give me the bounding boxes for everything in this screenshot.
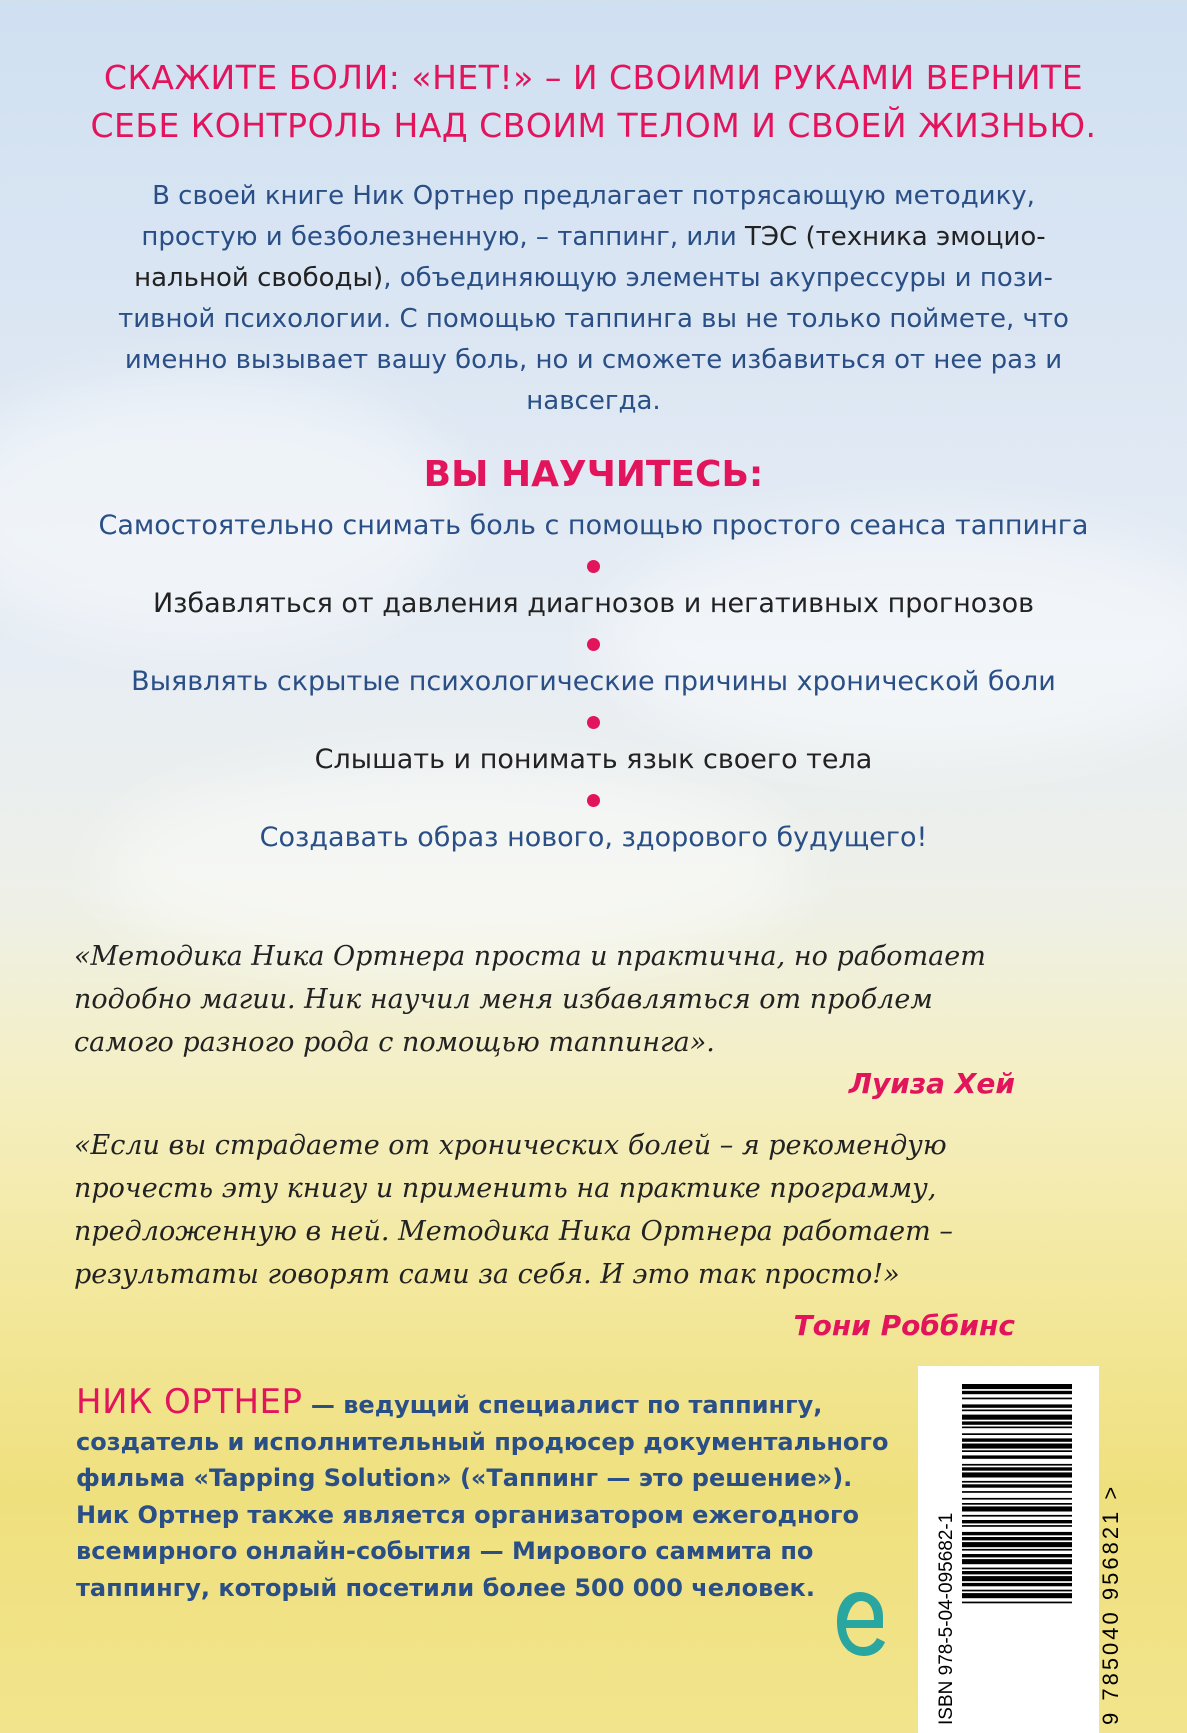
- learn-item: Избавляться от давления диагнозов и негативных прогнозов: [152, 588, 1035, 619]
- intro-line-2b: ТЭС (техника эмоцио-: [745, 222, 1046, 252]
- bio-line-1: [76, 1384, 896, 1424]
- quote-line: самого разного рода с помощью таппинга».: [74, 1027, 715, 1058]
- quote-line: подобно магии. Ник научил меня избавляться от проблем: [74, 984, 933, 1015]
- intro-line-6: навсегда.: [526, 386, 661, 416]
- learn-item: Выявлять скрытые психологические причины хронической боли: [131, 666, 1056, 697]
- learn-item: Создавать образ нового, здорового будущего!: [259, 822, 928, 853]
- headline-line-1: СКАЖИТЕ БОЛИ: «НЕТ!» – И СВОИМИ РУКАМИ ВЕРНИТЕ: [103, 58, 1084, 97]
- quote-author-2: Тони Роббинс: [793, 1309, 1015, 1342]
- author-name: НИК ОРТНЕР: [76, 1382, 303, 1422]
- isbn-text: ISBN 978-5-04-095682-1: [936, 1512, 957, 1725]
- bullet-dot: [587, 560, 600, 573]
- bullet-dot: [587, 716, 600, 729]
- intro-line-2a: простую и безболезненную, – таппинг, или: [141, 222, 746, 252]
- author-bio: [76, 1384, 896, 1606]
- quote-1: [74, 935, 1034, 1064]
- bio-line-4: Ник Ортнер также является организатором ежегодного: [76, 1500, 860, 1529]
- quote-line: «Если вы страдаете от хронических болей – я рекомендую: [74, 1130, 947, 1161]
- bio-line-5: всемирного онлайн-события — Мирового саммита по: [76, 1537, 814, 1565]
- learn-item: Самостоятельно снимать боль с помощью простого сеанса таппинга: [98, 510, 1089, 541]
- intro-line-1: В своей книге Ник Ортнер предлагает потрясающую методику,: [152, 181, 1035, 211]
- intro-line-4: тивной психологии. С помощью таппинга вы не только поймете, что: [118, 304, 1069, 334]
- intro-line-3b: , объединяющую элементы акупрессуры и пози-: [383, 263, 1053, 293]
- barcode-icon: [962, 1380, 1072, 1720]
- headline-line-2: СЕБЕ КОНТРОЛЬ НАД СВОИМ ТЕЛОМ И СВОЕЙ ЖИЗНЬЮ.: [90, 106, 1097, 145]
- bullet-dot: [587, 638, 600, 651]
- quote-line: прочесть эту книгу и применить на практике программу,: [74, 1173, 937, 1204]
- learn-title: ВЫ НАУЧИТЕСЬ:: [423, 454, 764, 495]
- bio-line-2: создатель и исполнительный продюсер документального: [76, 1427, 889, 1456]
- quote-line: предложенную в ней. Методика Ника Ортнера работает –: [74, 1216, 953, 1247]
- intro-line-3a: нальной свободы): [134, 263, 384, 293]
- bullet-dot: [587, 794, 600, 807]
- learn-item: Слышать и понимать язык своего тела: [314, 744, 873, 775]
- intro-line-2: [80, 217, 1107, 258]
- intro-line-5: именно вызывает вашу боль, но и сможете избавиться от нее раз и: [124, 345, 1063, 375]
- bio-line-6: таппингу, который посетили более 500 000 человек.: [76, 1573, 815, 1602]
- learn-list: [0, 505, 1187, 859]
- intro-paragraph: [80, 176, 1107, 422]
- publisher-logo-icon: [833, 1586, 889, 1662]
- intro-line-3: [80, 258, 1107, 299]
- quote-line: результаты говорят сами за себя. И это так просто!»: [74, 1259, 900, 1290]
- quote-author-1: Луиза Хей: [848, 1067, 1015, 1100]
- quote-2: [74, 1124, 1034, 1296]
- bio-line-1-text: — ведущий специалист по таппингу,: [302, 1391, 823, 1419]
- isbn-digits: 9 785040 956821 >: [1098, 1483, 1123, 1725]
- quote-line: «Методика Ника Ортнера проста и практична, но работает: [74, 941, 986, 972]
- headline: [0, 54, 1187, 150]
- bio-line-3: фильма «Tapping Solution» («Таппинг — это решение»).: [76, 1464, 853, 1492]
